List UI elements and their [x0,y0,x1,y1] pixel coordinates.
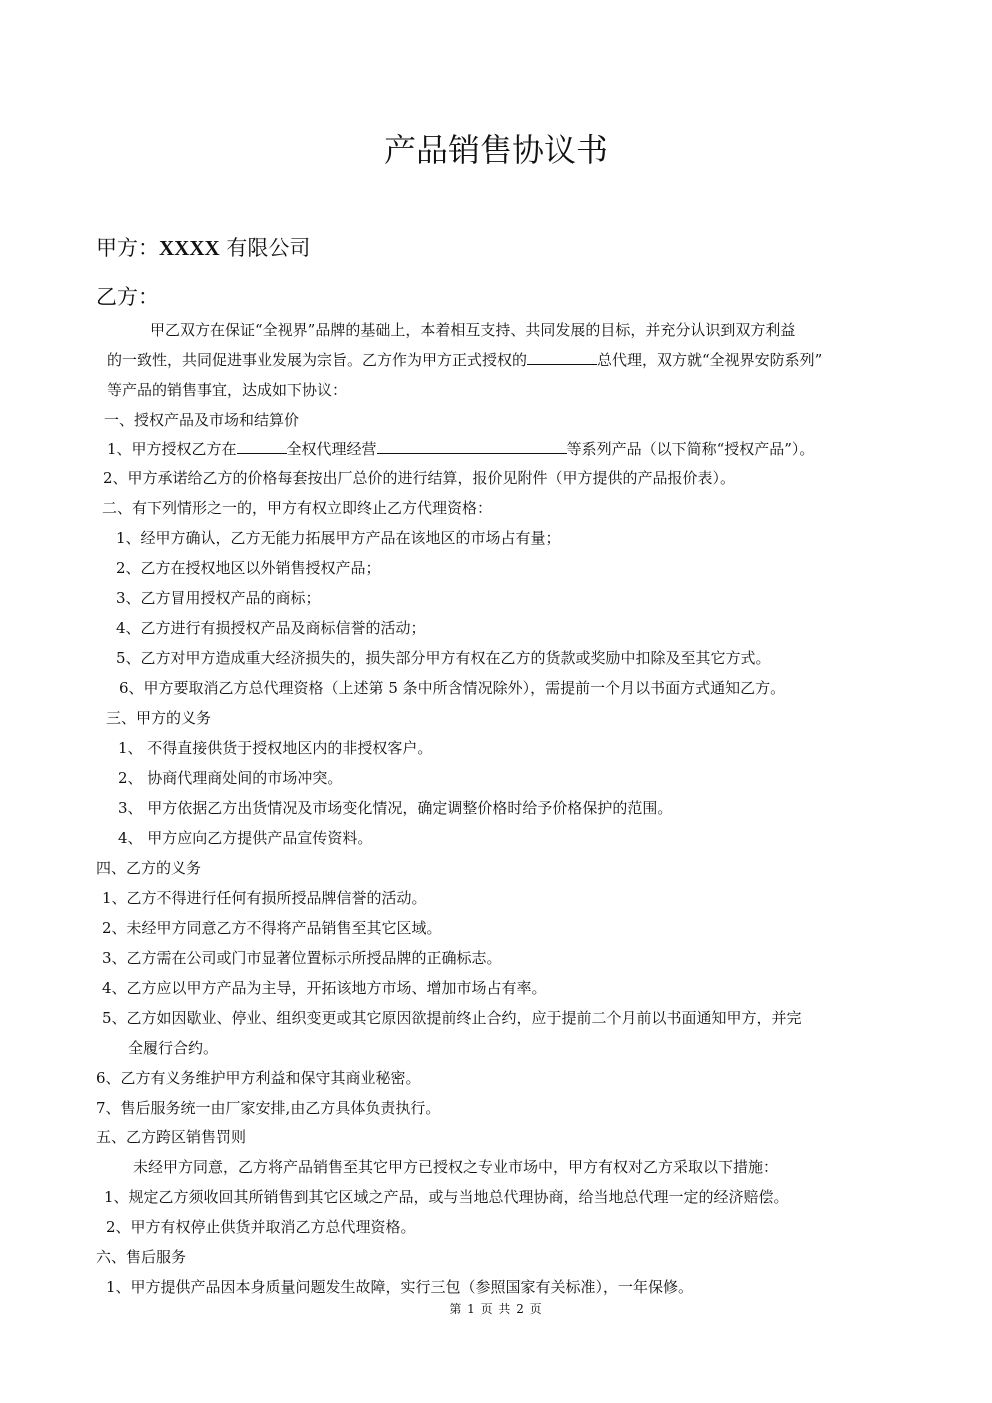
section-2-item: 4、乙方进行有损授权产品及商标信誉的活动； [116,619,426,637]
document-title: 产品销售协议书 [383,131,608,169]
agent-type-blank [527,350,597,365]
section-4-item: 6、乙方有义务维护甲方利益和保守其商业秘密。 [96,1069,421,1087]
section-4-item: 4、乙方应以甲方产品为主导，开拓该地方市场、增加市场占有率。 [102,979,547,997]
intro-line-2-part-b: 总代理，双方就“全视界安防系列” [597,351,823,369]
party-a-label: 甲方： [96,236,159,260]
section-1-item-2: 2、甲方承诺给乙方的价格每套按出厂总价的进行结算，报价见附件（甲方提供的产品报价表）。 [103,469,736,487]
section-5-item: 2、甲方有权停止供货并取消乙方总代理资格。 [106,1218,416,1236]
section-4-item: 1、乙方不得进行任何有损所授品牌信誉的活动。 [102,889,427,907]
party-b-line [96,283,159,311]
section-3-heading: 三、甲方的义务 [106,709,212,727]
region-blank [237,439,287,454]
section-3-item: 4、 甲方应向乙方提供产品宣传资料。 [118,829,373,847]
section-6-item: 1、甲方提供产品因本身质量问题发生故障，实行三包（参照国家有关标准），一年保修。 [106,1278,694,1296]
product-blank [377,439,567,454]
section-5-heading: 五、乙方跨区销售罚则 [96,1128,247,1146]
intro-line-2 [107,350,822,370]
page-footer: 第 1 页 共 2 页 [449,1302,543,1316]
section-5-lead: 未经甲方同意，乙方将产品销售至其它甲方已授权之专业市场中，甲方有权对乙方采取以下措施： [133,1158,779,1176]
section-4-item: 5、乙方如因歇业、停业、组织变更或其它原因欲提前终止合约，应于提前二个月前以书面通知甲方，并完 [102,1009,802,1027]
section-2-item: 5、乙方对甲方造成重大经济损失的，损失部分甲方有权在乙方的货款或奖励中扣除及至其它方式。 [116,649,771,667]
section-2-item: 3、乙方冒用授权产品的商标； [116,589,321,607]
section-1-item-1 [107,439,814,459]
section-4-item: 2、未经甲方同意乙方不得将产品销售至其它区域。 [102,919,442,937]
section-1-item-1-part-c: 等系列产品（以下简称“授权产品”）。 [566,440,815,458]
section-4-item-continuation: 全履行合约。 [128,1039,219,1057]
intro-line-1: 甲乙双方在保证“全视界”品牌的基础上，本着相互支持、共同发展的目标，并充分认识到双方利益 [150,321,796,339]
section-2-item: 2、乙方在授权地区以外销售授权产品； [116,559,381,577]
section-2-item: 6、甲方要取消乙方总代理资格（上述第 5 条中所含情况除外），需提前一个月以书面方式通知乙方。 [119,679,786,697]
section-1-item-1-part-a: 1、甲方授权乙方在 [107,440,237,458]
section-2-heading: 二、有下列情形之一的，甲方有权立即终止乙方代理资格： [102,499,493,517]
party-a-name: XXXX [159,236,220,260]
party-b-label: 乙方： [96,285,159,309]
section-6-heading: 六、售后服务 [96,1248,187,1266]
section-2-item: 1、经甲方确认，乙方无能力拓展甲方产品在该地区的市场占有量； [116,529,561,547]
section-1-heading: 一、授权产品及市场和结算价 [104,411,300,429]
party-a-line [96,234,310,262]
party-a-suffix: 有限公司 [226,236,311,260]
section-3-item: 1、 不得直接供货于授权地区内的非授权客户。 [118,739,433,757]
intro-line-3: 等产品的销售事宜，达成如下协议： [107,381,348,399]
section-4-item: 7、售后服务统一由厂家安排,由乙方具体负责执行。 [96,1099,441,1117]
section-1-item-1-part-b: 全权代理经营 [286,440,377,458]
section-3-item: 3、 甲方依据乙方出货情况及市场变化情况，确定调整价格时给予价格保护的范围。 [118,799,673,817]
section-3-item: 2、 协商代理商处间的市场冲突。 [118,769,343,787]
section-4-item: 3、乙方需在公司或门市显著位置标示所授品牌的正确标志。 [102,949,502,967]
intro-line-2-part-a: 的一致性，共同促进事业发展为宗旨。乙方作为甲方正式授权的 [107,351,528,369]
section-4-heading: 四、乙方的义务 [96,859,202,877]
section-5-item: 1、规定乙方须收回其所销售到其它区域之产品，或与当地总代理协商，给当地总代理一定的经济赔偿。 [104,1188,789,1206]
